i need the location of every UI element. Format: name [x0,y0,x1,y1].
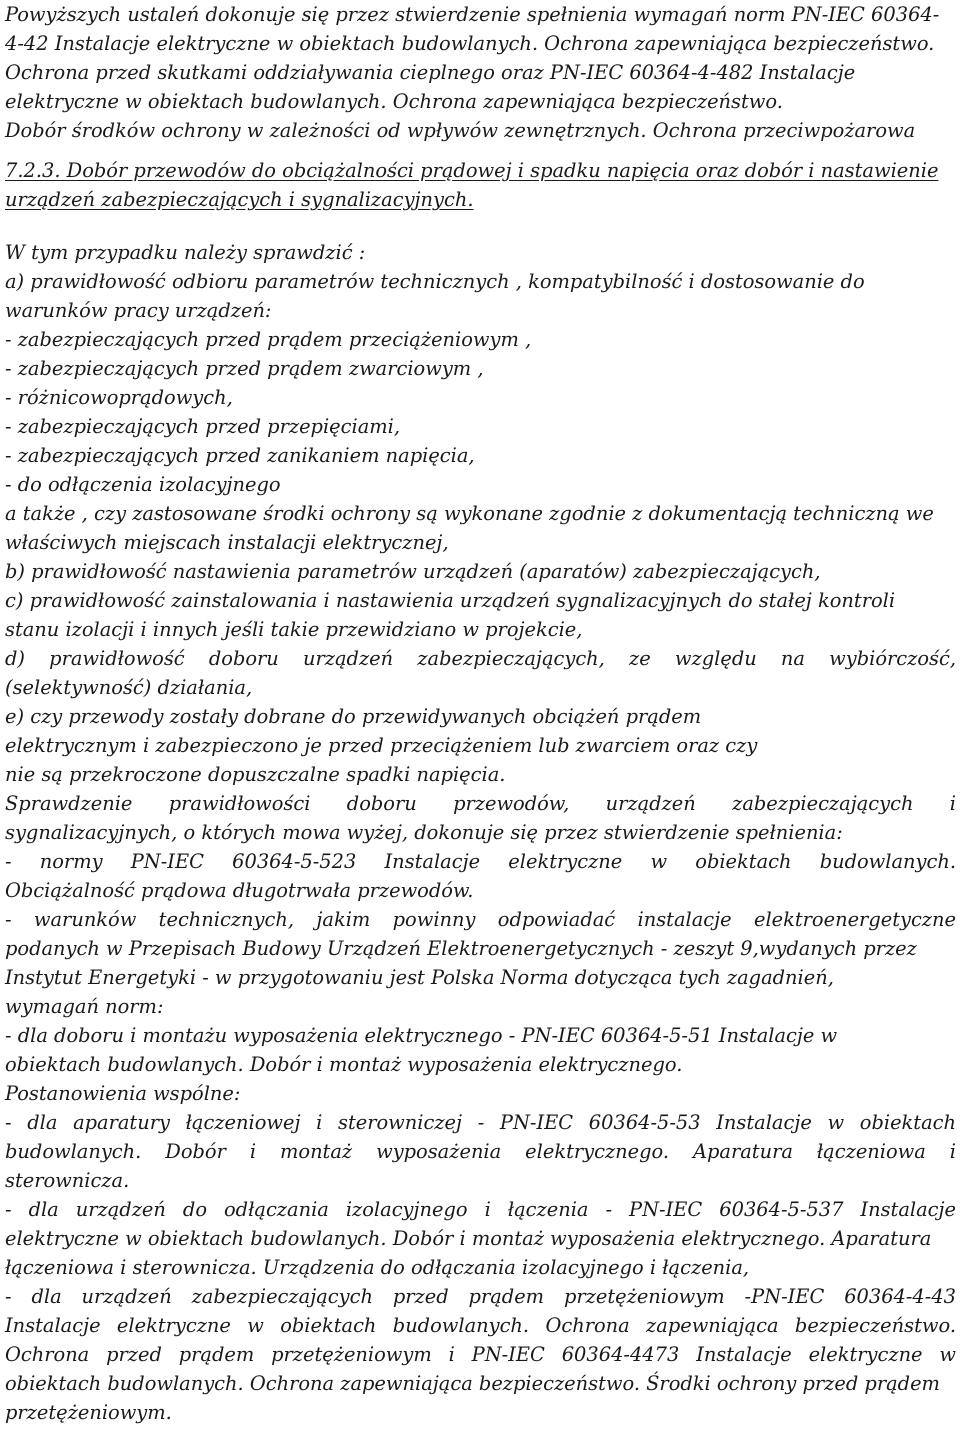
text-line: (selektywność) działania, [5,676,253,699]
text-line: podanych w Przepisach Budowy Urządzeń Elektroenergetycznych - zeszyt 9,wydanych przez [5,937,917,960]
text-line: budowlanych. Dobór i montaż wyposażenia elektrycznego. Aparatura łączeniowa i [5,1140,956,1163]
text-line: b) prawidłowość nastawienia parametrów urządzeń (aparatów) zabezpieczających, [5,560,821,583]
text-line: łączeniowa i sterownicza. Urządzenia do odłączania izolacyjnego i łączenia, [5,1256,750,1279]
text-line: elektryczne w obiektach budowlanych. Dobór i montaż wyposażenia elektrycznego. Aparatura [5,1227,932,1250]
text-line: Instalacje elektryczne w obiektach budowlanych. Ochrona zapewniająca bezpieczeństwo. [5,1314,956,1337]
text-line: warunków pracy urządzeń: [5,299,272,322]
text-line: Obciążalność prądowa długotrwała przewodów. [5,879,474,902]
text-line: a także , czy zastosowane środki ochrony są wykonane zgodnie z dokumentacją techniczną we [5,502,934,525]
text-line: - warunków technicznych, jakim powinny odpowiadać instalacje elektroenergetyczne [5,908,956,931]
text-line: W tym przypadku należy sprawdzić : [5,241,366,264]
text-line: d) prawidłowość doboru urządzeń zabezpieczających, ze względu na wybiórczość, [5,647,956,670]
list-item: - do odłączenia izolacyjnego [5,473,281,496]
text-line: Sprawdzenie prawidłowości doboru przewodów, urządzeń zabezpieczających i [5,792,956,815]
text-line: elektryczne w obiektach budowlanych. Ochrona zapewniająca bezpieczeństwo. [5,90,783,113]
section-heading [5,156,956,214]
text-line: - dla urządzeń zabezpieczających przed prądem przetężeniowym -PN-IEC 60364-4-43 [5,1285,956,1308]
text-line: sygnalizacyjnych, o których mowa wyżej, dokonuje się przez stwierdzenie spełnienia: [5,821,843,844]
list-item: - różnicowoprądowych, [5,386,233,409]
text-line: obiektach budowlanych. Ochrona zapewniająca bezpieczeństwo. Środki ochrony przed prądem [5,1372,940,1395]
list-item: - zabezpieczających przed prądem przeciążeniowym , [5,328,532,351]
text-line: 4-42 Instalacje elektryczne w obiektach budowlanych. Ochrona zapewniająca bezpieczeństwo. [5,32,935,55]
text-line: obiektach budowlanych. Dobór i montaż wyposażenia elektrycznego. [5,1053,683,1076]
heading-line: 7.2.3. Dobór przewodów do obciążalności prądowej i spadku napięcia oraz dobór i nastawienie [5,159,939,182]
text-line: właściwych miejscach instalacji elektrycznej, [5,531,449,554]
text-line: Ochrona przed skutkami oddziaływania cieplnego oraz PN-IEC 60364-4-482 Instalacje [5,61,856,84]
text-line: elektrycznym i zabezpieczono je przed przeciążeniem lub zwarciem oraz czy [5,734,758,757]
text-line: - normy PN-IEC 60364-5-523 Instalacje elektryczne w obiektach budowlanych. [5,850,956,873]
text-line: Powyższych ustaleń dokonuje się przez stwierdzenie spełnienia wymagań norm PN-IEC 60364- [5,3,940,26]
text-line: Instytut Energetyki - w przygotowaniu jest Polska Norma dotycząca tych zagadnień, [5,966,834,989]
text-line: e) czy przewody zostały dobrane do przewidywanych obciążeń prądem [5,705,702,728]
text-line: a) prawidłowość odbioru parametrów technicznych , kompatybilność i dostosowanie do [5,270,865,293]
text-line: - dla doboru i montażu wyposażenia elektrycznego - PN-IEC 60364-5-51 Instalacje w [5,1024,838,1047]
intro-paragraph [5,0,956,145]
text-line: - dla aparatury łączeniowej i sterowniczej - PN-IEC 60364-5-53 Instalacje w obiektach [5,1111,956,1134]
text-line: - dla urządzeń do odłączania izolacyjnego i łączenia - PN-IEC 60364-5-537 Instalacje [5,1198,956,1221]
text-line: wymagań norm: [5,995,164,1018]
text-line: Dobór środków ochrony w zależności od wpływów zewnętrznych. Ochrona przeciwpożarowa [5,119,916,142]
text-line: stanu izolacji i innych jeśli takie przewidziano w projekcie, [5,618,583,641]
text-line: Postanowienia wspólne: [5,1082,241,1105]
text-line: c) prawidłowość zainstalowania i nastawienia urządzeń sygnalizacyjnych do stałej kontroli [5,589,896,612]
text-line: nie są przekroczone dopuszczalne spadki napięcia. [5,763,506,786]
list-item: - zabezpieczających przed przepięciami, [5,415,401,438]
text-line: przetężeniowym. [5,1401,172,1424]
list-item: - zabezpieczających przed prądem zwarciowym , [5,357,484,380]
heading-line: urządzeń zabezpieczających i sygnalizacyjnych. [5,188,474,211]
list-item: - zabezpieczających przed zanikaniem napięcia, [5,444,475,467]
text-line: Ochrona przed prądem przetężeniowym i PN-IEC 60364-4473 Instalacje elektryczne w [5,1343,956,1366]
text-line: sterownicza. [5,1169,130,1192]
body-text [5,238,956,1427]
